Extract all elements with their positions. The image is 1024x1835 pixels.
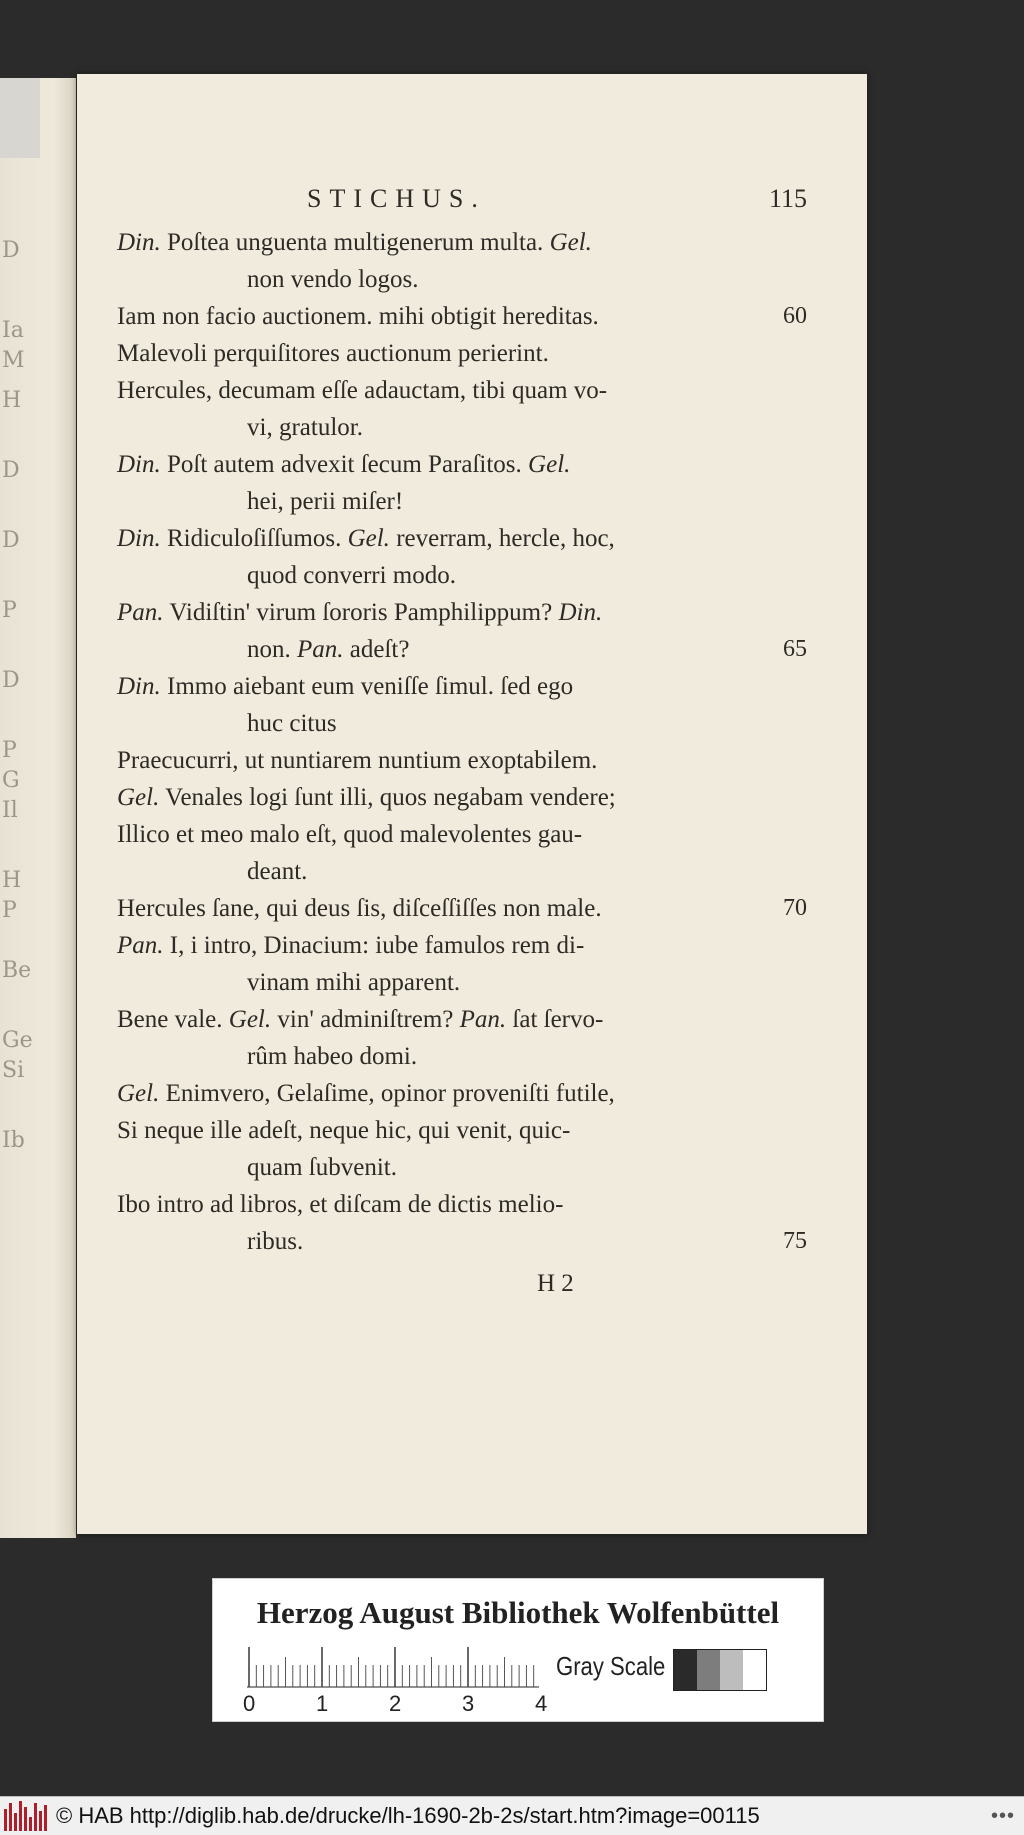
ruler-ticks (243, 1645, 543, 1693)
verse-text: Hercules, decumam eſſe adauctam, tibi quam vo- (117, 377, 608, 404)
verse-line (117, 1001, 807, 1038)
verse-text: adeſt? (343, 636, 410, 663)
verse-line (117, 1223, 807, 1260)
verse-line (117, 446, 807, 483)
verse-text: Immo aiebant eum veniſſe ſimul. ſed ego (160, 673, 574, 700)
verse-line (117, 335, 807, 372)
line-number: 65 (783, 636, 807, 662)
verse-text: huc citus (247, 710, 337, 737)
library-name: Herzog August Bibliothek Wolfenbüttel (256, 1595, 780, 1630)
page-text-block (117, 184, 807, 1304)
previous-page-letter: Ib (2, 1128, 25, 1153)
previous-page-letter: Ia (2, 318, 24, 343)
grayscale-swatch (697, 1650, 720, 1690)
verse-text: Malevoli perquiſitores auctionum perierint. (117, 340, 549, 367)
verse-text: Iam non facio auctionem. mihi obtigit hereditas. (117, 303, 599, 330)
page-number: 115 (768, 184, 807, 213)
verse-text: quam ſubvenit. (247, 1154, 397, 1181)
grayscale-label: Gray Scale (556, 1651, 666, 1681)
verse-line (117, 483, 807, 520)
signature-line (117, 1264, 807, 1304)
verse-text: Ridiculoſiſſumos. (160, 525, 348, 552)
verse-line (117, 372, 807, 409)
verse-text: Ibo intro ad libros, et diſcam de dictis melio- (117, 1191, 564, 1218)
running-head (117, 184, 807, 224)
logo-bar (34, 1803, 37, 1831)
previous-page-letter: G (2, 768, 20, 793)
speaker-name: Din. (117, 673, 161, 700)
verse-text: Hercules ſane, qui deus ſis, diſceſſiſſes non male. (117, 895, 602, 922)
ruler-label: 3 (462, 1691, 475, 1716)
previous-page-letter: Ge (2, 1028, 33, 1053)
logo-bar (29, 1817, 32, 1831)
speaker-name: Gel. (117, 784, 160, 811)
verse-text: quod converri modo. (247, 562, 456, 589)
speaker-name: Pan. (117, 599, 164, 626)
ruler-label: 2 (389, 1691, 402, 1716)
status-bar (0, 1796, 1024, 1835)
hab-logo-icon (4, 1801, 48, 1831)
logo-bar (9, 1803, 12, 1831)
verse-line (117, 298, 807, 335)
grayscale-swatch (720, 1650, 743, 1690)
logo-bar (4, 1809, 7, 1831)
verse-text: Illico et meo malo eſt, quod malevolentes gau- (117, 821, 583, 848)
logo-bar (39, 1811, 42, 1831)
line-number: 60 (783, 303, 807, 329)
logo-bar (44, 1805, 47, 1831)
grayscale-swatches (673, 1649, 767, 1691)
verse-text: non vendo logos. (247, 266, 419, 293)
verse-text: vin' adminiſtrem? (271, 1006, 460, 1033)
verse-text: ribus. (247, 1228, 304, 1255)
verse-line (117, 261, 807, 298)
verse-text: non. (247, 636, 297, 663)
logo-bar (24, 1807, 27, 1831)
previous-page-letter: Be (2, 958, 32, 983)
verse-text: Praecucurri, ut nuntiarem nuntium exoptabilem. (117, 747, 598, 774)
previous-page-letter: P (2, 738, 17, 763)
color-calibration-bar (212, 1578, 824, 1722)
previous-page-letter: M (2, 348, 25, 373)
logo-bar (14, 1813, 17, 1831)
verse-text: Enimvero, Gelaſime, opinor proveniſti futile, (159, 1080, 615, 1107)
previous-page-letter: D (2, 458, 20, 483)
speaker-name: Din. (117, 525, 161, 552)
speaker-name: Gel. (117, 1080, 160, 1107)
previous-page-letter: Il (2, 798, 18, 823)
verse-line (117, 224, 807, 261)
speaker-name: Din. (117, 229, 161, 256)
previous-page-letter: P (2, 898, 17, 923)
previous-page-fragment (0, 78, 76, 1538)
verse-line (117, 1038, 807, 1075)
verse-text: Si neque ille adeſt, neque hic, qui venit, quic- (117, 1117, 571, 1144)
ellipsis-icon[interactable]: ••• (990, 1804, 1015, 1827)
verse-list (117, 224, 807, 1260)
verse-text: vinam mihi apparent. (247, 969, 461, 996)
previous-page-letter: D (2, 528, 20, 553)
verse-line (117, 1075, 807, 1112)
signature-mark: H 2 (537, 1270, 574, 1297)
verse-line (117, 742, 807, 779)
verse-text: hei, perii miſer! (247, 488, 404, 515)
verse-text: vi, gratulor. (247, 414, 363, 441)
verse-text: Venales logi ſunt illi, quos negabam vendere; (159, 784, 616, 811)
verse-line (117, 779, 807, 816)
verse-line (117, 705, 807, 742)
verse-text: Poſtea unguenta multigenerum multa. (160, 229, 550, 256)
previous-page-letter: D (2, 238, 20, 263)
verse-text: I, i intro, Dinacium: iube famulos rem di- (163, 932, 585, 959)
speaker-name: Gel. (549, 229, 592, 256)
verse-line (117, 853, 807, 890)
verse-line (117, 1149, 807, 1186)
verse-line (117, 816, 807, 853)
speaker-name: Pan. (117, 932, 164, 959)
grayscale-swatch (674, 1650, 697, 1690)
verse-text: Vidiſtin' virum ſororis Pamphilippum? (163, 599, 559, 626)
ruler (243, 1645, 543, 1693)
logo-bar (19, 1801, 22, 1831)
speaker-name: Pan. (459, 1006, 507, 1033)
verse-text: Poſt autem advexit ſecum Paraſitos. (160, 451, 529, 478)
verse-line (117, 668, 807, 705)
previous-page-letter: D (2, 668, 20, 693)
previous-page-letter: H (2, 388, 22, 413)
speaker-name: Gel. (228, 1006, 272, 1033)
ruler-label: 1 (316, 1691, 329, 1716)
verse-line (117, 964, 807, 1001)
previous-page-edge (0, 78, 40, 158)
verse-line (117, 409, 807, 446)
verse-text: deant. (247, 858, 308, 885)
verse-line (117, 557, 807, 594)
speaker-name: Gel. (347, 525, 390, 552)
speaker-name: Pan. (297, 636, 344, 663)
verse-text: reverram, hercle, hoc, (389, 525, 615, 552)
verse-text: ſat ſervo- (506, 1006, 604, 1033)
line-number: 75 (783, 1228, 807, 1254)
book-page (77, 74, 867, 1534)
ruler-label: 4 (535, 1691, 548, 1716)
speaker-name: Gel. (528, 451, 571, 478)
status-url-text: © HAB http://diglib.hab.de/drucke/lh-1690-2b-2s/start.htm?image=00115 (56, 1803, 760, 1828)
verse-line (117, 594, 807, 631)
verse-line (117, 520, 807, 557)
previous-page-letter: P (2, 598, 17, 623)
running-title: STICHUS. (307, 184, 486, 213)
verse-text: rûm habeo domi. (247, 1043, 418, 1070)
ruler-label: 0 (243, 1691, 256, 1716)
speaker-name: Din. (117, 451, 161, 478)
line-number: 70 (783, 895, 807, 921)
previous-page-letter: H (2, 868, 22, 893)
grayscale-swatch (743, 1650, 766, 1690)
verse-line (117, 927, 807, 964)
verse-line (117, 1186, 807, 1223)
verse-line (117, 631, 807, 668)
verse-text: Bene vale. (117, 1006, 229, 1033)
verse-line (117, 1112, 807, 1149)
speaker-name: Din. (558, 599, 603, 626)
previous-page-letter: Si (2, 1058, 25, 1083)
verse-line (117, 890, 807, 927)
